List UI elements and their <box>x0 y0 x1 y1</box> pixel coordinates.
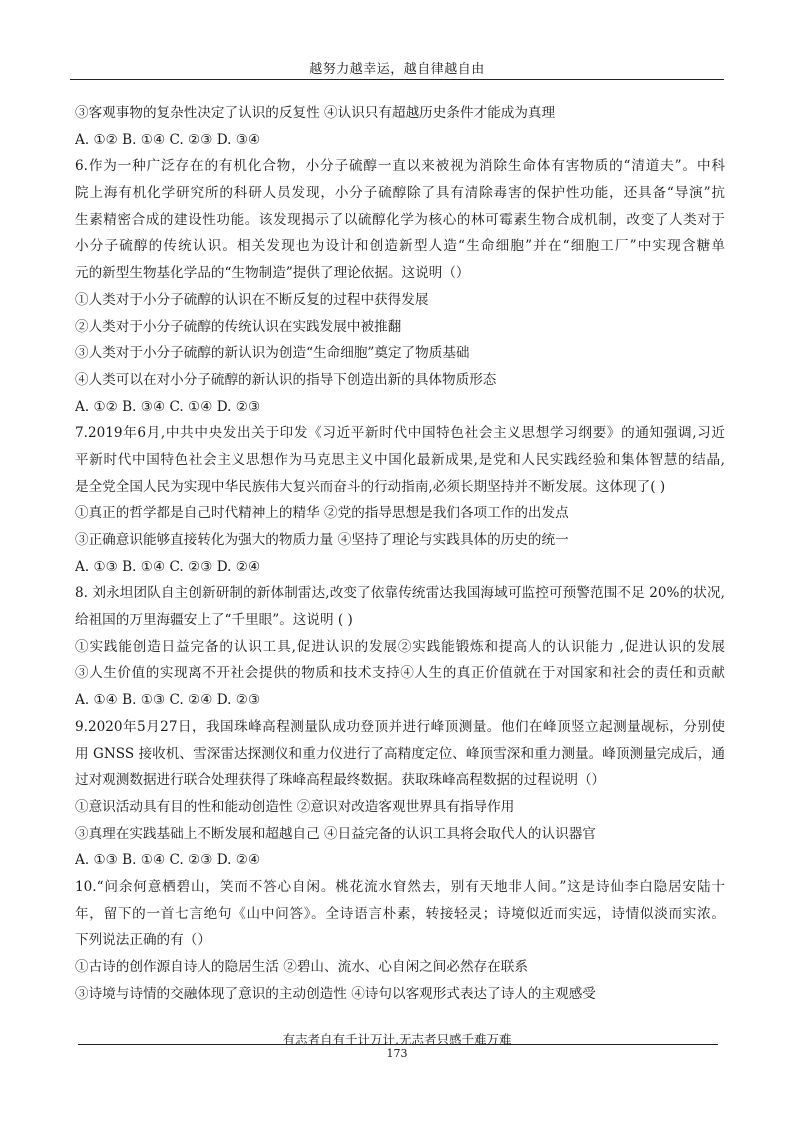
text-line: A. ①② B. ①④ C. ②③ D. ③④ <box>75 131 261 148</box>
text-line: ③客观事物的复杂性决定了认识的反复性 ④认识只有超越历史条件才能成为真理 <box>75 105 556 121</box>
text-line: ③人类对于小分子硫醇的新认识为创造“生命细胞”奠定了物质基础 <box>75 345 470 362</box>
text-line: A. ①③ B. ①④ C. ②③ D. ②④ <box>75 852 261 869</box>
text-line: ③诗境与诗情的交融体现了意识的主动创造性 ④诗句以客观形式表达了诗人的主观感受 <box>75 985 596 1002</box>
text-line: 元的新型生物基化学品的“生物制造”提供了理论依据。这说明（） <box>75 265 470 282</box>
header-divider <box>70 79 724 80</box>
text-line: 给祖国的万里海疆安上了“千里眼”。这说明 ( ) <box>75 612 353 629</box>
text-line: A. ①③ B. ①④ C. ②③ D. ②④ <box>75 558 261 575</box>
text-line: 6.作为一种广泛存在的有机化合物，小分子硫醇一直以来被视为消除生命体有害物质的“清道夫”。中科 <box>75 158 725 175</box>
text-line: ④人类可以在对小分子硫醇的新认识的指导下创造出新的具体物质形态 <box>75 371 497 388</box>
text-line: 小分子硫醇的传统认识。相关发现也为设计和创造新型人造“生命细胞”并在“细胞工厂”中实现含糖单 <box>75 238 725 255</box>
text-line: ③人生价值的实现离不开社会提供的物质和技术支持④人生的真正价值就在于对国家和社会的责任和贡献 <box>75 665 725 682</box>
text-line: 生素精密合成的建设性功能。该发现揭示了以硫醇化学为核心的林可霉素生物合成机制，改变了人类对于 <box>75 211 725 228</box>
text-line: A. ①④ B. ①③ C. ②④ D. ②③ <box>75 692 261 709</box>
text-line: 是全党全国人民为实现中华民族伟大复兴而奋斗的行动指南,必须长期坚持并不断发展。这体现了( ) <box>75 478 666 495</box>
text-line: ①意识活动具有目的性和能动创造性 ②意识对改造客观世界具有指导作用 <box>75 798 515 815</box>
text-line: ①真正的哲学都是自己时代精神上的精华 ②党的指导思想是我们各项工作的出发点 <box>75 505 569 522</box>
text-line: 9.2020年5月27日，我国珠峰高程测量队成功登顶并进行峰顶测量。他们在峰顶竖立起测量觇标，分别使 <box>75 718 725 735</box>
page-number: 173 <box>386 1047 408 1060</box>
text-line: 过对观测数据进行联合处理获得了珠峰高程最终数据。获取珠峰高程数据的过程说明（） <box>75 772 606 789</box>
document-body <box>75 100 725 1007</box>
text-line: 平新时代中国特色社会主义思想作为马克思主义中国化最新成果,是党和人民实践经验和集体智慧的结晶, <box>75 451 725 468</box>
footer-divider <box>78 1044 718 1045</box>
text-line: 院上海有机化学研究所的科研人员发现，小分子硫醇除了具有清除毒害的保护性功能，还具备“导演”抗 <box>75 185 725 202</box>
text-line: ③真理在实践基础上不断发展和超越自己 ④日益完备的认识工具将会取代人的认识器官 <box>75 825 596 842</box>
text-line: 8. 刘永坦团队自主创新研制的新体制雷达,改变了依靠传统雷达我国海域可监控可预警范围不足 20%的状况, <box>75 585 725 602</box>
text-line: 10.“问余何意栖碧山，笑而不答心自闲。桃花流水窅然去，别有天地非人间。”这是诗仙李白隐居安陆十 <box>75 878 725 895</box>
page-footer-motto: 有志者自有千计万计,无志者只感千难万难 <box>282 1032 512 1047</box>
text-line: ①古诗的创作源自诗人的隐居生活 ②碧山、流水、心自闲之间必然存在联系 <box>75 959 528 975</box>
text-line: ③正确意识能够直接转化为强大的物质力量 ④坚持了理论与实践具体的历史的统一 <box>75 532 569 548</box>
text-line: ①人类对于小分子硫醇的认识在不断反复的过程中获得发展 <box>75 291 429 308</box>
page-header-motto: 越努力越幸运，越自律越自由 <box>309 62 485 77</box>
text-line: A. ①② B. ③④ C. ①④ D. ②③ <box>75 398 261 415</box>
text-line: 用 GNSS 接收机、雪深雷达探测仪和重力仪进行了高精度定位、峰顶雪深和重力测量。峰顶测量完成后，通 <box>75 745 725 762</box>
text-line: ①实践能创造日益完备的认识工具,促进认识的发展②实践能锻炼和提高人的认识能力 ,促进认识的发展 <box>75 638 725 655</box>
text-line: 下列说法正确的有（） <box>75 932 211 949</box>
text-line: ②人类对于小分子硫醇的传统认识在实践发展中被推翻 <box>75 318 402 335</box>
text-line: 7.2019年6月,中共中央发出关于印发《习近平新时代中国特色社会主义思想学习纲要》的通知强调,习近 <box>75 425 725 442</box>
text-line: 年，留下的一首七言绝句《山中问答》。全诗语言朴素，转接轻灵；诗境似近而实远，诗情似淡而实浓。 <box>75 905 725 922</box>
